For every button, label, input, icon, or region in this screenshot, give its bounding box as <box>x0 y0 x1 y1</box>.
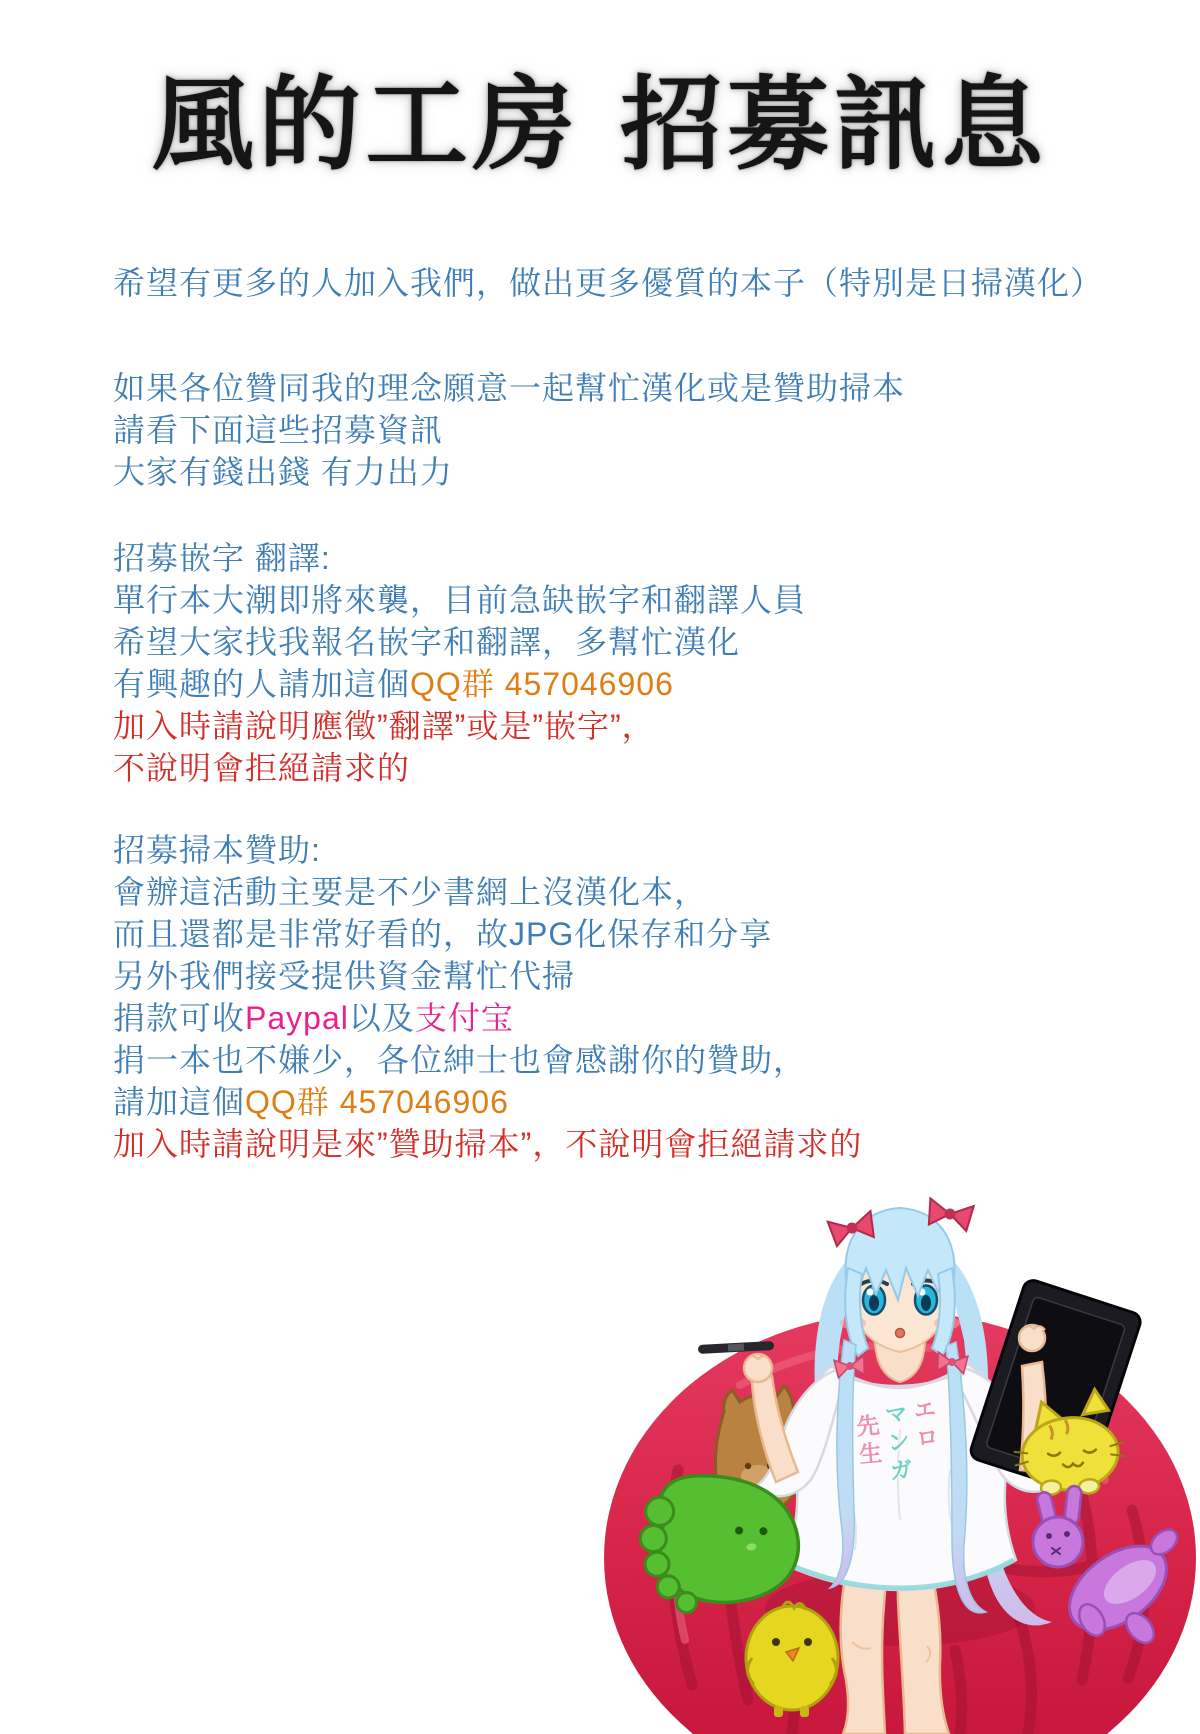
appeal-line-1: 如果各位贊同我的理念願意一起幫忙漢化或是贊助掃本 <box>113 370 906 406</box>
scan-qq-group-number: QQ群 457046906 <box>245 1084 509 1120</box>
donate-mid: 以及 <box>348 1000 415 1036</box>
scan-heading: 招募掃本贊助: <box>113 832 321 868</box>
girl-mouth <box>896 1329 905 1338</box>
scan-line-1: 會辦這活動主要是不少書網上沒漢化本， <box>113 874 708 910</box>
donate-prefix: 捐款可收 <box>113 1000 246 1036</box>
intro-line: 希望有更多的人加入我們，做出更多優質的本子（特別是日掃漢化） <box>113 265 1104 301</box>
typesetting-heading: 招募嵌字 翻譯: <box>113 540 331 576</box>
appeal-line-3: 大家有錢出錢 有力出力 <box>113 454 453 490</box>
illustration-sagiri <box>600 1180 1200 1734</box>
appeal-line-2: 請看下面這些招募資訊 <box>113 412 444 448</box>
donate-paypal-label: Paypal <box>245 1000 349 1036</box>
typesetting-qq-group-number: QQ群 457046906 <box>410 666 674 702</box>
scan-line-3: 另外我們接受提供資金幫忙代掃 <box>113 958 576 994</box>
appeal-section <box>113 367 905 493</box>
scan-warning: 加入時請說明是來”贊助掃本”，不說明會拒絕請求的 <box>113 1126 863 1162</box>
typesetting-warning-1: 加入時請說明應徵”翻譯”或是”嵌字”， <box>113 708 655 744</box>
typesetting-line-1: 單行本大潮即將來襲，目前急缺嵌字和翻譯人員 <box>113 582 807 618</box>
typesetting-warning-2: 不說明會拒絕請求的 <box>113 750 411 786</box>
typesetting-qq-line <box>113 663 806 705</box>
typesetting-line-2: 希望大家找我報名嵌字和翻譯，多幫忙漢化 <box>113 624 741 660</box>
scan-line-5: 捐一本也不嫌少，各位紳士也會感謝你的贊助， <box>113 1042 807 1078</box>
typesetting-qq-prefix: 有興趣的人請加這個 <box>113 666 411 702</box>
recruit-typesetting-section <box>113 537 806 789</box>
recruit-scan-section <box>113 829 862 1165</box>
scan-donate-line <box>113 997 862 1039</box>
intro-section <box>113 262 1103 304</box>
shirt-text-col-2: マンガ <box>880 1401 914 1488</box>
page-title: 風的工房 招募訊息 <box>151 65 1049 185</box>
shirt-text <box>850 1396 950 1553</box>
shirt-text-col-3: 先生 <box>852 1412 884 1471</box>
shirt-text-col-1: エロ <box>909 1396 941 1455</box>
donate-alipay-label: 支付宝 <box>414 1000 514 1036</box>
scan-qq-prefix: 請加這個 <box>113 1084 246 1120</box>
scan-line-2: 而且還都是非常好看的，故JPG化保存和分享 <box>113 916 773 952</box>
scan-qq-line <box>113 1081 862 1123</box>
